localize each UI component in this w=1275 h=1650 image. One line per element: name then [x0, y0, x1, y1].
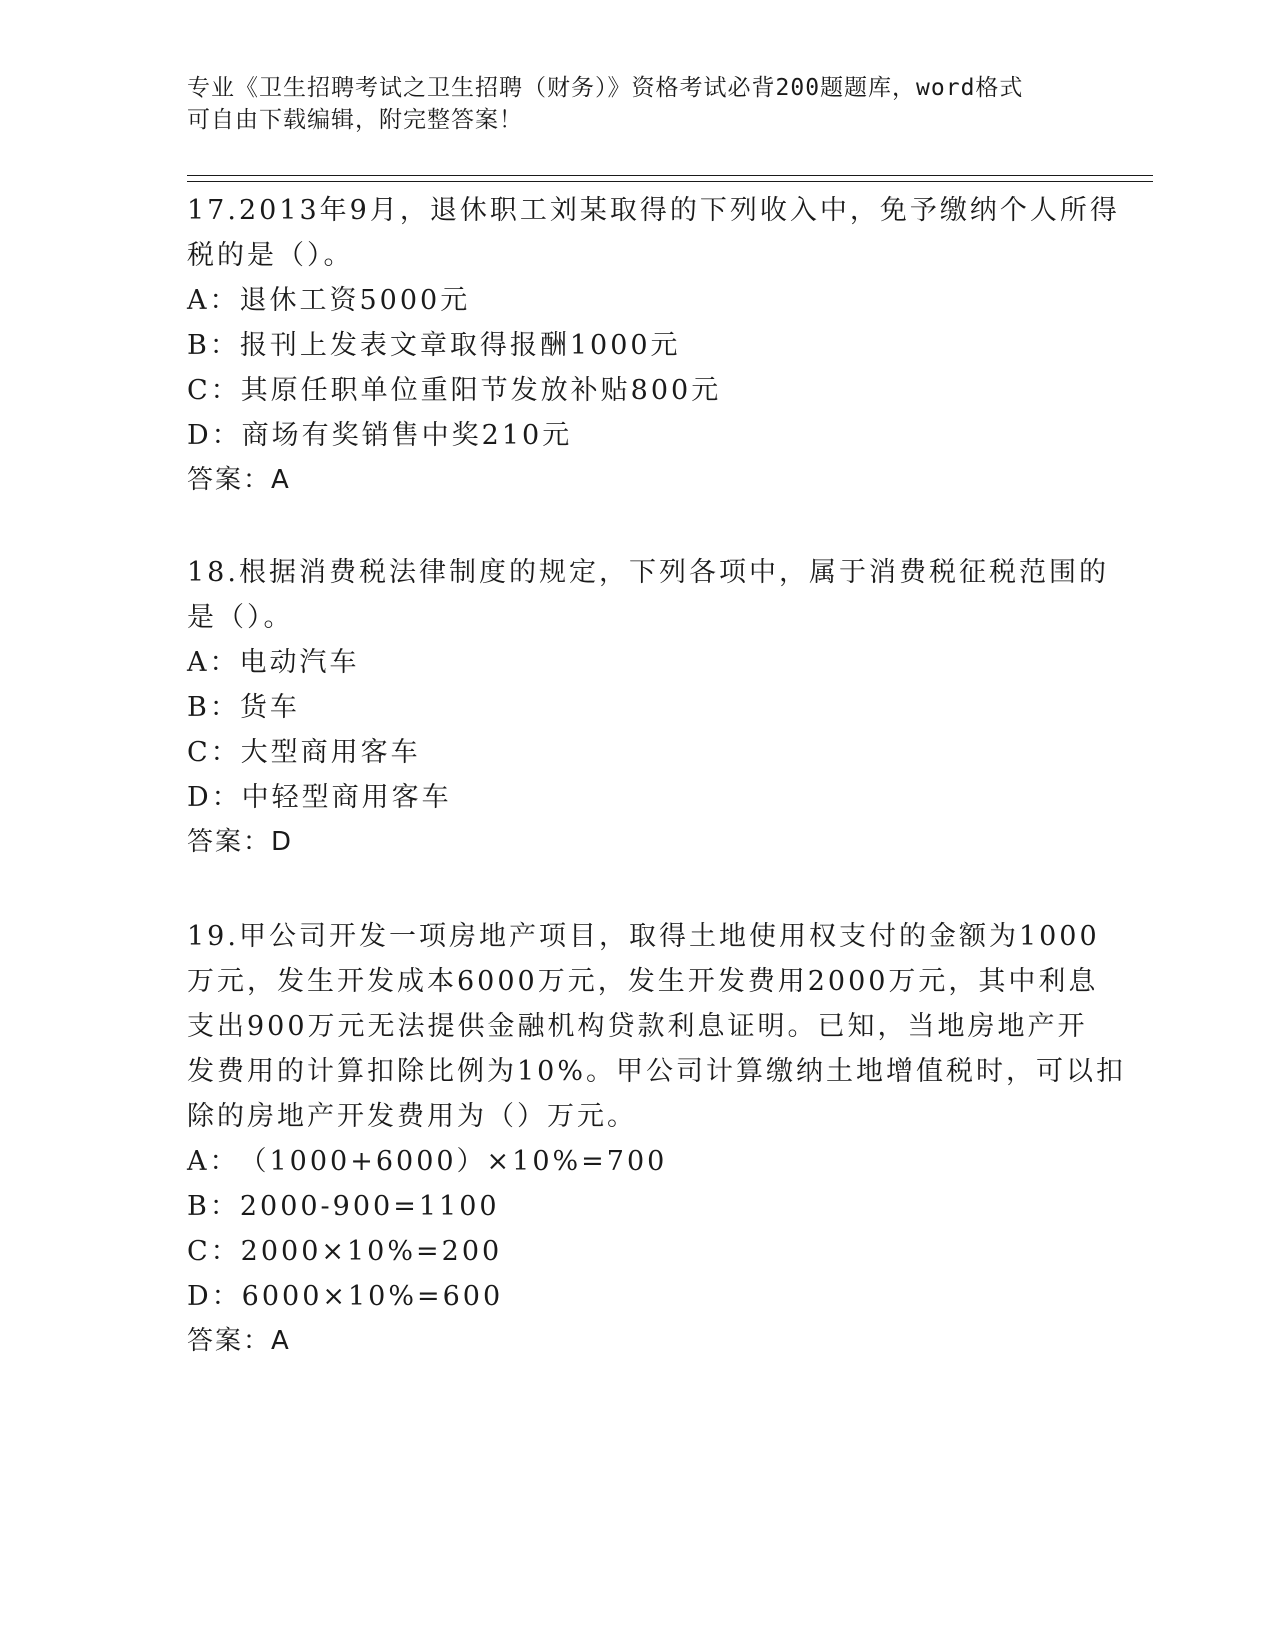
option-text: （1000+6000）×10%=700	[239, 1146, 668, 1177]
question-stem-line: 发费用的计算扣除比例为10%。甲公司计算缴纳土地增值税时，可以扣	[187, 1056, 1127, 1087]
option-text: 2000-900=1100	[239, 1191, 500, 1222]
option-text: 2000×10%=200	[240, 1236, 503, 1267]
option-key: A：	[187, 647, 240, 678]
option-a	[187, 1139, 1087, 1184]
header-line-2: 可自由下载编辑，附完整答案！	[187, 107, 523, 133]
option-b	[187, 323, 1087, 368]
option-key: A：	[187, 285, 240, 316]
question-stem-line: 是（）。	[187, 602, 294, 633]
answer-line: 答案：A	[187, 1326, 291, 1356]
answer-line: 答案：A	[187, 465, 291, 495]
option-d	[187, 775, 1087, 820]
option-b	[187, 1184, 1087, 1229]
option-text: 货车	[239, 692, 300, 723]
header-divider-top	[187, 175, 1153, 176]
option-text: 电动汽车	[239, 647, 360, 678]
option-key: A：	[187, 1146, 240, 1177]
option-text: 其原任职单位重阳节发放补贴800元	[240, 375, 722, 406]
option-text: 报刊上发表文章取得报酬1000元	[239, 330, 681, 361]
option-c	[187, 368, 1087, 413]
option-key: C：	[187, 737, 241, 768]
option-a	[187, 278, 1087, 323]
option-c	[187, 1229, 1087, 1274]
question-stem-line: 除的房地产开发费用为（）万元。	[187, 1101, 637, 1132]
question-block	[187, 188, 1120, 503]
question-block	[187, 914, 1127, 1364]
header-line-1: 专业《卫生招聘考试之卫生招聘（财务）》资格考试必背200题题库，word格式	[187, 75, 1024, 101]
question-stem-line: 19.甲公司开发一项房地产项目，取得土地使用权支付的金额为1000	[187, 921, 1100, 952]
option-key: D：	[187, 782, 242, 813]
option-key: D：	[187, 420, 242, 451]
option-text: 商场有奖销售中奖210元	[241, 420, 573, 451]
question-stem-line: 支出900万元无法提供金融机构贷款利息证明。已知，当地房地产开	[187, 1011, 1088, 1042]
question-block	[187, 550, 1109, 865]
option-c	[187, 730, 1087, 775]
option-key: B：	[187, 330, 240, 361]
question-stem-line: 万元，发生开发成本6000万元，发生开发费用2000万元，其中利息	[187, 966, 1099, 997]
question-stem-line: 17.2013年9月，退休职工刘某取得的下列收入中，免予缴纳个人所得	[187, 195, 1120, 226]
option-d	[187, 413, 1087, 458]
option-d	[187, 1274, 1087, 1319]
option-key: B：	[187, 692, 240, 723]
option-text: 大型商用客车	[240, 737, 421, 768]
question-stem-line: 税的是（）。	[187, 240, 354, 271]
option-key: D：	[187, 1281, 242, 1312]
option-text: 6000×10%=600	[241, 1281, 504, 1312]
document-header	[187, 72, 1087, 136]
option-key: C：	[187, 375, 241, 406]
option-b	[187, 685, 1087, 730]
option-text: 中轻型商用客车	[241, 782, 452, 813]
question-stem-line: 18.根据消费税法律制度的规定，下列各项中，属于消费税征税范围的	[187, 557, 1109, 588]
answer-line: 答案：D	[187, 827, 294, 857]
option-key: C：	[187, 1236, 241, 1267]
option-a	[187, 640, 1087, 685]
option-text: 退休工资5000元	[239, 285, 471, 316]
header-divider-bottom	[187, 181, 1153, 182]
option-key: B：	[187, 1191, 240, 1222]
